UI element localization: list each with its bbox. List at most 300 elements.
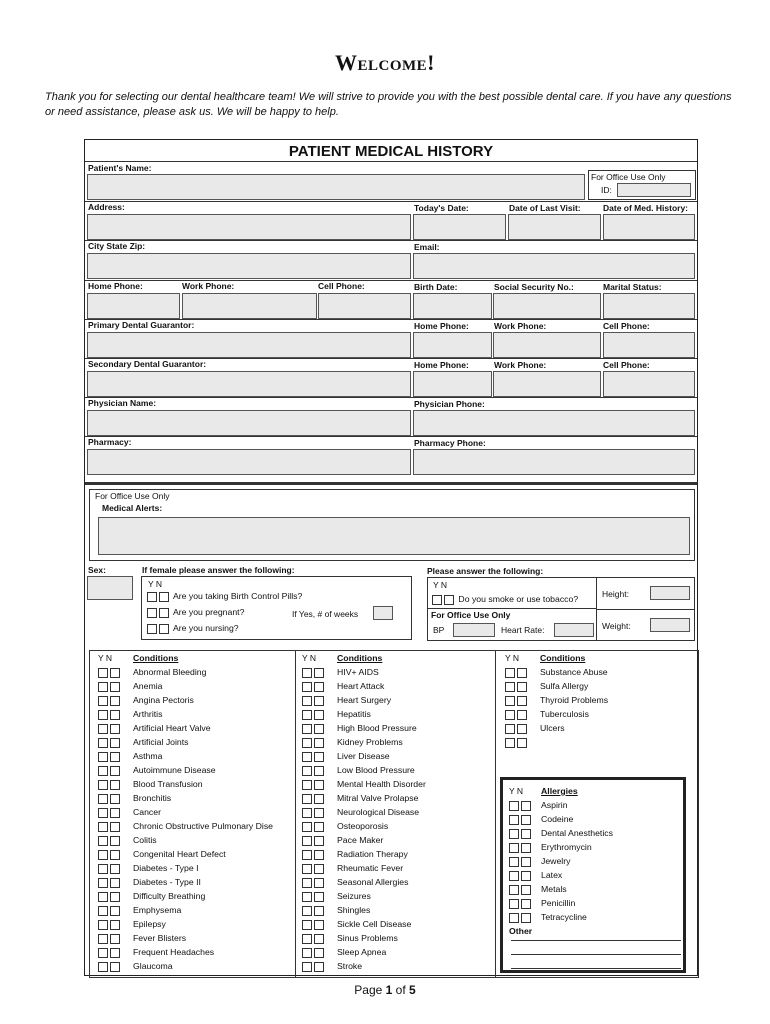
condition-no-checkbox[interactable] [110, 864, 120, 874]
condition-checkboxes [302, 931, 337, 945]
allergies-yn: Y N [509, 786, 524, 796]
condition-yes-checkbox[interactable] [302, 850, 312, 860]
medical-alerts-field[interactable] [98, 517, 690, 555]
condition-item [98, 945, 273, 959]
pregnant-yes-checkbox[interactable] [147, 608, 157, 618]
condition-label: Blood Transfusion [133, 779, 203, 789]
condition-checkboxes [98, 847, 133, 861]
condition-label: Shingles [337, 905, 371, 915]
primary-home-phone-field[interactable] [413, 332, 492, 358]
work-phone-field[interactable] [182, 293, 317, 319]
conditions-title-3: Conditions [540, 653, 586, 663]
allergy-label: Penicillin [541, 898, 576, 908]
condition-item [98, 959, 273, 973]
office-use-only2-label: For Office Use Only [95, 491, 170, 501]
condition-yes-checkbox[interactable] [302, 766, 312, 776]
condition-no-checkbox[interactable] [110, 836, 120, 846]
condition-checkboxes [302, 749, 337, 763]
condition-yes-checkbox[interactable] [98, 808, 108, 818]
condition-yes-checkbox[interactable] [98, 906, 108, 916]
condition-no-checkbox[interactable] [314, 780, 324, 790]
allergy-label: Aspirin [541, 800, 568, 810]
condition-no-checkbox[interactable] [314, 738, 324, 748]
condition-yes-checkbox[interactable] [98, 920, 108, 930]
condition-checkboxes [98, 791, 133, 805]
condition-checkboxes [505, 721, 540, 735]
condition-no-checkbox[interactable] [110, 822, 120, 832]
condition-yes-checkbox[interactable] [302, 892, 312, 902]
heart-rate-field[interactable] [554, 623, 594, 637]
condition-checkboxes [98, 735, 133, 749]
allergy-checkboxes [509, 812, 541, 826]
condition-checkboxes [98, 861, 133, 875]
condition-checkboxes [98, 931, 133, 945]
condition-checkboxes [98, 945, 133, 959]
condition-no-checkbox[interactable] [314, 710, 324, 720]
condition-yes-checkbox[interactable] [98, 696, 108, 706]
condition-no-checkbox[interactable] [110, 738, 120, 748]
condition-yes-checkbox[interactable] [505, 668, 515, 678]
condition-yes-checkbox[interactable] [302, 864, 312, 874]
condition-item [302, 763, 426, 777]
condition-checkboxes [505, 707, 540, 721]
allergy-no-checkbox[interactable] [521, 801, 531, 811]
condition-no-checkbox[interactable] [314, 850, 324, 860]
city-state-zip-label: City State Zip: [88, 241, 146, 251]
office-use-only3-label: For Office Use Only [431, 610, 511, 620]
condition-item [98, 791, 273, 805]
allergy-yes-checkbox[interactable] [509, 913, 519, 923]
condition-item [302, 679, 426, 693]
condition-checkboxes [98, 833, 133, 847]
last-visit-field[interactable] [508, 214, 601, 240]
patient-name-label: Patient's Name: [88, 163, 152, 173]
condition-no-checkbox[interactable] [314, 948, 324, 958]
home-phone-label: Home Phone: [88, 281, 143, 291]
condition-no-checkbox[interactable] [314, 766, 324, 776]
condition-checkboxes [302, 763, 337, 777]
condition-no-checkbox[interactable] [314, 934, 324, 944]
birth-date-label: Birth Date: [414, 282, 458, 292]
condition-no-checkbox[interactable] [110, 962, 120, 972]
condition-checkboxes [302, 665, 337, 679]
condition-no-checkbox[interactable] [110, 808, 120, 818]
med-history-field[interactable] [603, 214, 695, 240]
condition-item [302, 791, 426, 805]
condition-yes-checkbox[interactable] [98, 738, 108, 748]
condition-yes-checkbox[interactable] [98, 878, 108, 888]
condition-no-checkbox[interactable] [314, 892, 324, 902]
condition-yes-checkbox[interactable] [302, 808, 312, 818]
medical-alerts-label: Medical Alerts: [102, 503, 163, 513]
condition-no-checkbox[interactable] [314, 822, 324, 832]
condition-label: Thyroid Problems [540, 695, 609, 705]
condition-item [302, 665, 426, 679]
allergy-item [509, 840, 613, 854]
allergy-item [509, 826, 613, 840]
condition-no-checkbox[interactable] [110, 766, 120, 776]
primary-work-phone-field[interactable] [493, 332, 601, 358]
condition-no-checkbox[interactable] [314, 682, 324, 692]
condition-item [302, 959, 426, 973]
condition-no-checkbox[interactable] [110, 682, 120, 692]
condition-checkboxes [98, 875, 133, 889]
condition-no-checkbox[interactable] [314, 794, 324, 804]
condition-yes-checkbox[interactable] [302, 724, 312, 734]
pharmacy-phone-field[interactable] [413, 449, 695, 475]
address-label: Address: [88, 202, 125, 212]
condition-yes-checkbox[interactable] [302, 668, 312, 678]
todays-date-field[interactable] [413, 214, 506, 240]
condition-yes-checkbox[interactable] [302, 738, 312, 748]
home-phone-field[interactable] [87, 293, 180, 319]
weeks-field[interactable] [373, 606, 393, 620]
allergy-label: Latex [541, 870, 563, 880]
condition-yes-checkbox[interactable] [98, 766, 108, 776]
office-id-box [588, 170, 696, 200]
condition-checkboxes [98, 693, 133, 707]
allergy-no-checkbox[interactable] [521, 871, 531, 881]
condition-yes-checkbox[interactable] [302, 780, 312, 790]
condition-checkboxes [302, 861, 337, 875]
condition-no-checkbox[interactable] [314, 668, 324, 678]
physician-name-field[interactable] [87, 410, 411, 436]
condition-no-checkbox[interactable] [110, 794, 120, 804]
condition-item [98, 917, 273, 931]
ssn-field[interactable] [493, 293, 601, 319]
condition-yes-checkbox[interactable] [98, 864, 108, 874]
sex-label: Sex: [88, 565, 106, 575]
condition-yes-checkbox[interactable] [98, 822, 108, 832]
condition-no-checkbox[interactable] [517, 682, 527, 692]
condition-no-checkbox[interactable] [110, 906, 120, 916]
weight-label: Weight: [602, 621, 631, 631]
condition-item [302, 917, 426, 931]
condition-no-checkbox[interactable] [110, 780, 120, 790]
condition-checkboxes [98, 903, 133, 917]
smoke-no-checkbox[interactable] [444, 595, 454, 605]
allergy-yes-checkbox[interactable] [509, 885, 519, 895]
secondary-work-phone-field[interactable] [493, 371, 601, 397]
condition-yes-checkbox[interactable] [302, 682, 312, 692]
pharmacy-phone-label: Pharmacy Phone: [414, 438, 486, 448]
condition-no-checkbox[interactable] [110, 850, 120, 860]
pregnant-no-checkbox[interactable] [159, 608, 169, 618]
allergy-label: Metals [541, 884, 567, 894]
condition-no-checkbox[interactable] [110, 710, 120, 720]
condition-yes-checkbox[interactable] [302, 794, 312, 804]
allergy-no-checkbox[interactable] [521, 899, 531, 909]
condition-label: Emphysema [133, 905, 182, 915]
condition-no-checkbox[interactable] [314, 836, 324, 846]
city-state-zip-field[interactable] [87, 253, 411, 279]
condition-yes-checkbox[interactable] [98, 934, 108, 944]
conditions-section [89, 650, 699, 978]
condition-item [302, 707, 426, 721]
intro-text: Thank you for selecting our dental healthcare team! We will strive to provide you with the best possible dental care. If you have any questions or need assistance, please ask us. We will be happy to help. [45, 91, 732, 118]
allergy-yes-checkbox[interactable] [509, 871, 519, 881]
condition-item [98, 861, 273, 875]
condition-no-checkbox[interactable] [314, 808, 324, 818]
email-field[interactable] [413, 253, 695, 279]
condition-label: Glaucoma [133, 961, 173, 971]
condition-label: Low Blood Pressure [337, 765, 415, 775]
condition-item [505, 693, 608, 707]
condition-yes-checkbox[interactable] [302, 906, 312, 916]
condition-label: Anemia [133, 681, 163, 691]
condition-yes-checkbox[interactable] [302, 934, 312, 944]
condition-yes-checkbox[interactable] [505, 696, 515, 706]
please-answer-label: Please answer the following: [427, 566, 544, 576]
secondary-home-phone-field[interactable] [413, 371, 492, 397]
birth-date-field[interactable] [413, 293, 492, 319]
condition-item [302, 749, 426, 763]
condition-item [98, 847, 273, 861]
condition-no-checkbox[interactable] [110, 920, 120, 930]
condition-no-checkbox[interactable] [314, 696, 324, 706]
condition-label: Osteoporosis [337, 821, 389, 831]
allergy-yes-checkbox[interactable] [509, 843, 519, 853]
condition-item [98, 819, 273, 833]
condition-yes-checkbox[interactable] [98, 836, 108, 846]
conditions-col-3 [505, 651, 608, 749]
allergy-checkboxes [509, 840, 541, 854]
conditions-header-2 [302, 651, 426, 665]
condition-item [302, 903, 426, 917]
condition-no-checkbox[interactable] [314, 864, 324, 874]
condition-no-checkbox[interactable] [110, 668, 120, 678]
other-line-3[interactable] [511, 968, 681, 969]
condition-checkboxes [302, 819, 337, 833]
allergy-yes-checkbox[interactable] [509, 815, 519, 825]
condition-yes-checkbox[interactable] [302, 836, 312, 846]
condition-yes-checkbox[interactable] [98, 724, 108, 734]
if-female-label: If female please answer the following: [142, 565, 295, 575]
condition-no-checkbox[interactable] [517, 710, 527, 720]
cell-phone-field[interactable] [318, 293, 411, 319]
smoke-row [432, 594, 578, 605]
condition-label: Liver Disease [337, 751, 390, 761]
condition-checkboxes [505, 665, 540, 679]
condition-checkboxes [302, 875, 337, 889]
condition-item [98, 833, 273, 847]
condition-label: Seizures [337, 891, 371, 901]
condition-item [302, 805, 426, 819]
pregnant-row [147, 607, 244, 618]
allergy-item [509, 854, 613, 868]
allergy-yes-checkbox[interactable] [509, 829, 519, 839]
office-id-field[interactable] [617, 183, 691, 197]
birth-control-label: Are you taking Birth Control Pills? [172, 591, 303, 601]
condition-yes-checkbox[interactable] [302, 948, 312, 958]
condition-yes-checkbox[interactable] [98, 948, 108, 958]
condition-yes-checkbox[interactable] [98, 752, 108, 762]
other-line-2[interactable] [511, 954, 681, 955]
birth-control-row [147, 591, 302, 602]
pharmacy-label: Pharmacy: [88, 437, 132, 447]
condition-checkboxes [302, 693, 337, 707]
condition-checkboxes [302, 791, 337, 805]
nursing-yes-checkbox[interactable] [147, 624, 157, 634]
condition-yes-checkbox[interactable] [98, 850, 108, 860]
condition-yes-checkbox[interactable] [98, 710, 108, 720]
condition-no-checkbox[interactable] [314, 724, 324, 734]
physician-name-label: Physician Name: [88, 398, 157, 408]
conditions-header-3 [505, 651, 608, 665]
conditions-yn-2: Y N [302, 653, 317, 663]
allergy-no-checkbox[interactable] [521, 829, 531, 839]
condition-no-checkbox[interactable] [517, 724, 527, 734]
office-use-only-label: For Office Use Only [591, 172, 666, 182]
condition-no-checkbox[interactable] [517, 696, 527, 706]
condition-yes-checkbox[interactable] [505, 738, 515, 748]
pharmacy-field[interactable] [87, 449, 411, 475]
condition-yes-checkbox[interactable] [98, 682, 108, 692]
allergy-item [509, 896, 613, 910]
allergy-label: Erythromycin [541, 842, 592, 852]
condition-item [98, 721, 273, 735]
allergy-checkboxes [509, 826, 541, 840]
id-label: ID: [601, 185, 612, 195]
condition-yes-checkbox[interactable] [505, 682, 515, 692]
last-visit-label: Date of Last Visit: [509, 203, 581, 213]
condition-no-checkbox[interactable] [110, 696, 120, 706]
primary-cell-phone-field[interactable] [603, 332, 695, 358]
condition-no-checkbox[interactable] [314, 906, 324, 916]
sex-field[interactable] [87, 576, 133, 600]
condition-yes-checkbox[interactable] [98, 892, 108, 902]
condition-yes-checkbox[interactable] [302, 710, 312, 720]
secondary-guarantor-field[interactable] [87, 371, 411, 397]
patient-name-field[interactable] [87, 174, 585, 200]
condition-checkboxes [302, 707, 337, 721]
todays-date-label: Today's Date: [414, 203, 469, 213]
condition-no-checkbox[interactable] [314, 962, 324, 972]
allergy-yes-checkbox[interactable] [509, 857, 519, 867]
weight-field[interactable] [650, 618, 690, 632]
condition-yes-checkbox[interactable] [302, 696, 312, 706]
vitals-box [427, 577, 695, 641]
condition-label: Stroke [337, 961, 363, 971]
primary-home-phone-label: Home Phone: [414, 321, 469, 331]
primary-guarantor-label: Primary Dental Guarantor: [88, 320, 195, 330]
condition-item [302, 693, 426, 707]
condition-label: High Blood Pressure [337, 723, 417, 733]
work-phone-label: Work Phone: [182, 281, 235, 291]
birth-control-no-checkbox[interactable] [159, 592, 169, 602]
condition-yes-checkbox[interactable] [302, 920, 312, 930]
condition-yes-checkbox[interactable] [302, 962, 312, 972]
marital-status-field[interactable] [603, 293, 695, 319]
condition-no-checkbox[interactable] [517, 738, 527, 748]
condition-yes-checkbox[interactable] [98, 794, 108, 804]
allergy-no-checkbox[interactable] [521, 913, 531, 923]
secondary-home-phone-label: Home Phone: [414, 360, 469, 370]
nursing-row [147, 623, 239, 634]
condition-checkboxes [302, 917, 337, 931]
condition-yes-checkbox[interactable] [302, 878, 312, 888]
condition-checkboxes [98, 777, 133, 791]
condition-yes-checkbox[interactable] [98, 962, 108, 972]
physician-phone-field[interactable] [413, 410, 695, 436]
condition-no-checkbox[interactable] [110, 948, 120, 958]
condition-label: Sulfa Allergy [540, 681, 589, 691]
condition-no-checkbox[interactable] [314, 878, 324, 888]
condition-yes-checkbox[interactable] [302, 752, 312, 762]
allergy-checkboxes [509, 882, 541, 896]
condition-label: Sleep Apnea [337, 947, 387, 957]
condition-label: Autoimmune Disease [133, 765, 216, 775]
condition-label: Diabetes - Type I [133, 863, 199, 873]
condition-item [98, 931, 273, 945]
nursing-no-checkbox[interactable] [159, 624, 169, 634]
condition-no-checkbox[interactable] [110, 878, 120, 888]
condition-no-checkbox[interactable] [110, 934, 120, 944]
condition-no-checkbox[interactable] [110, 724, 120, 734]
allergy-label: Jewelry [541, 856, 571, 866]
condition-label: Ulcers [540, 723, 565, 733]
secondary-cell-phone-field[interactable] [603, 371, 695, 397]
condition-label: Abnormal Bleeding [133, 667, 207, 677]
condition-yes-checkbox[interactable] [98, 668, 108, 678]
condition-no-checkbox[interactable] [110, 752, 120, 762]
condition-checkboxes [98, 889, 133, 903]
allergy-yes-checkbox[interactable] [509, 899, 519, 909]
condition-label: Neurological Disease [337, 807, 420, 817]
condition-label: Pace Maker [337, 835, 384, 845]
condition-label: Mitral Valve Prolapse [337, 793, 419, 803]
condition-no-checkbox[interactable] [517, 668, 527, 678]
condition-item [98, 805, 273, 819]
birth-control-yes-checkbox[interactable] [147, 592, 157, 602]
allergy-no-checkbox[interactable] [521, 857, 531, 867]
secondary-cell-phone-label: Cell Phone: [603, 360, 650, 370]
primary-guarantor-field[interactable] [87, 332, 411, 358]
smoke-label: Do you smoke or use tobacco? [458, 594, 579, 604]
condition-yes-checkbox[interactable] [505, 710, 515, 720]
page-title: Welcome! [335, 50, 435, 75]
other-line-1[interactable] [511, 940, 681, 941]
condition-checkboxes [505, 679, 540, 693]
smoke-yes-checkbox[interactable] [432, 595, 442, 605]
condition-yes-checkbox[interactable] [98, 780, 108, 790]
condition-no-checkbox[interactable] [314, 920, 324, 930]
allergy-yes-checkbox[interactable] [509, 801, 519, 811]
condition-yes-checkbox[interactable] [302, 822, 312, 832]
secondary-guarantor-label: Secondary Dental Guarantor: [88, 359, 207, 369]
allergy-item [509, 812, 613, 826]
condition-no-checkbox[interactable] [314, 752, 324, 762]
allergy-no-checkbox[interactable] [521, 885, 531, 895]
condition-item [302, 819, 426, 833]
condition-checkboxes [302, 903, 337, 917]
condition-label: Kidney Problems [337, 737, 403, 747]
condition-label: Heart Attack [337, 681, 385, 691]
pregnant-label: Are you pregnant? [172, 607, 245, 617]
height-field[interactable] [650, 586, 690, 600]
condition-checkboxes [98, 917, 133, 931]
allergy-no-checkbox[interactable] [521, 815, 531, 825]
condition-yes-checkbox[interactable] [505, 724, 515, 734]
address-field[interactable] [87, 214, 411, 240]
allergy-item [509, 910, 613, 924]
smoke-yn-header: Y N [433, 580, 448, 590]
bp-field[interactable] [453, 623, 495, 637]
condition-checkboxes [98, 763, 133, 777]
condition-item [98, 903, 273, 917]
condition-no-checkbox[interactable] [110, 892, 120, 902]
allergy-no-checkbox[interactable] [521, 843, 531, 853]
